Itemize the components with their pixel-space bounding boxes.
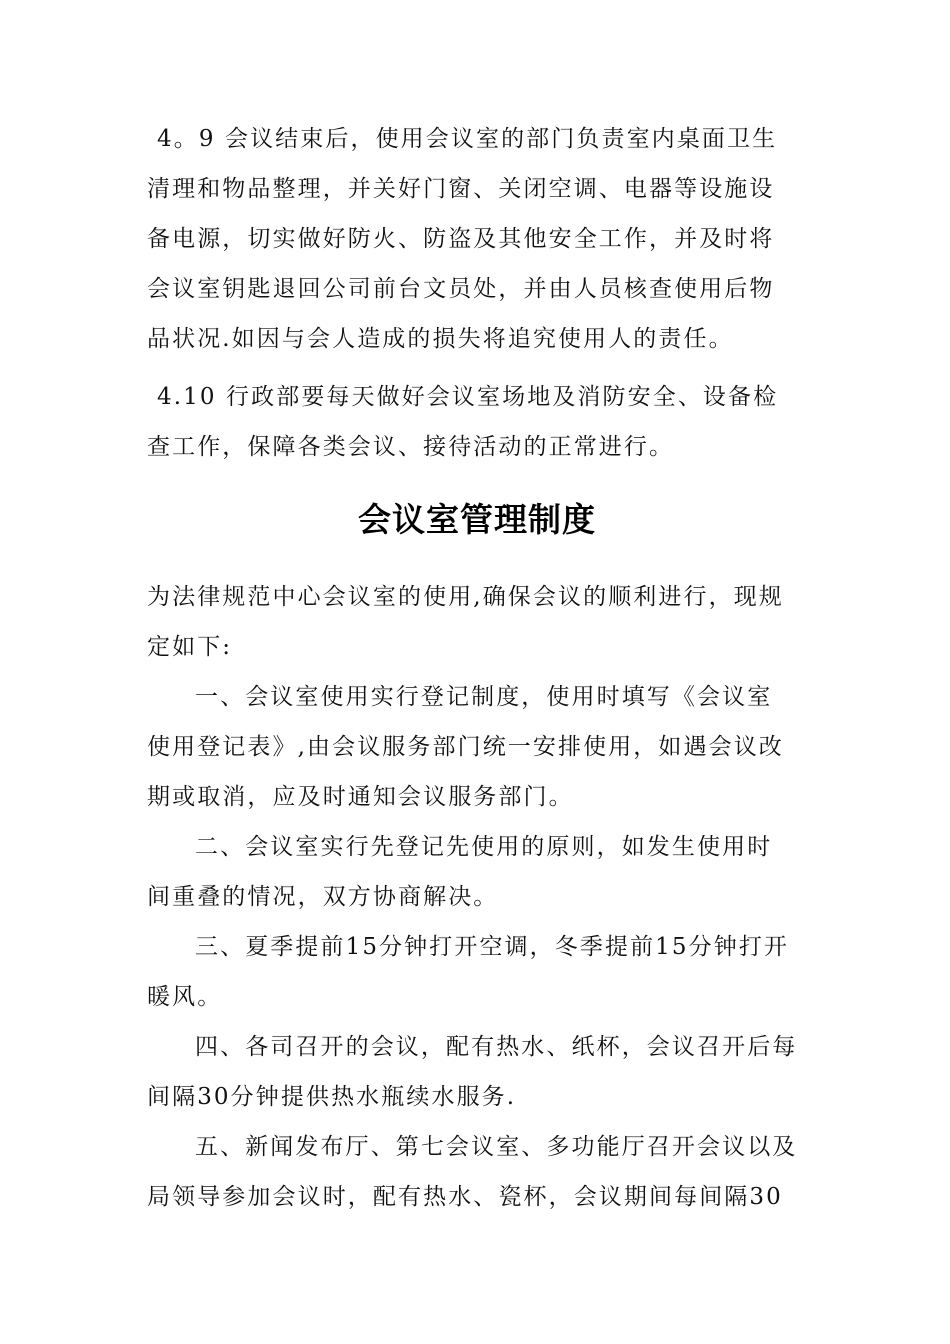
rule-line: 间重叠的情况，双方协商解决。 bbox=[147, 884, 499, 910]
clause-4-9-line: 会议室钥匙退回公司前台文员处，并由人员核查使用后物 bbox=[147, 276, 775, 302]
rule-line: 四、各司召开的会议，配有热水、纸杯，会议召开后每 bbox=[195, 1034, 798, 1060]
clause-4-10-line: 4.10 行政部要每天做好会议室场地及消防安全、设备检 bbox=[157, 384, 779, 410]
preamble-line: 为法律规范中心会议室的使用,确保会议的顺利进行，现规 bbox=[147, 584, 784, 610]
rule-line: 期或取消，应及时通知会议服务部门。 bbox=[147, 784, 574, 810]
rule-line: 二、会议室实行先登记先使用的原则，如发生使用时 bbox=[195, 834, 773, 860]
clause-4-10-line: 查工作，保障各类会议、接待活动的正常进行。 bbox=[147, 434, 675, 460]
rule-line: 暖风。 bbox=[147, 984, 223, 1010]
clause-4-9-line: 品状况.如因与会人造成的损失将追究使用人的责任。 bbox=[147, 326, 734, 352]
rule-line: 五、新闻发布厅、第七会议室、多功能厅召开会议以及 bbox=[195, 1134, 798, 1160]
rule-line: 一、会议室使用实行登记制度，使用时填写《会议室 bbox=[195, 684, 773, 710]
clause-4-9-line: 清理和物品整理，并关好门窗、关闭空调、电器等设施设 bbox=[147, 176, 775, 202]
rule-line: 三、夏季提前15分钟打开空调，冬季提前15分钟打开 bbox=[195, 934, 790, 960]
document-title: 会议室管理制度 bbox=[358, 500, 596, 539]
rule-line: 间隔30分钟提供热水瓶续水服务. bbox=[147, 1084, 517, 1110]
rule-line: 使用登记表》,由会议服务部门统一安排使用，如遇会议改 bbox=[147, 734, 784, 760]
preamble-line: 定如下: bbox=[147, 634, 233, 660]
rule-line: 局领导参加会议时，配有热水、瓷杯，会议期间每间隔30 bbox=[147, 1184, 783, 1210]
clause-4-9-line: 备电源，切实做好防火、防盗及其他安全工作，并及时将 bbox=[147, 226, 775, 252]
clause-4-9-line: 4。9 会议结束后，使用会议室的部门负责室内桌面卫生 bbox=[157, 126, 778, 152]
